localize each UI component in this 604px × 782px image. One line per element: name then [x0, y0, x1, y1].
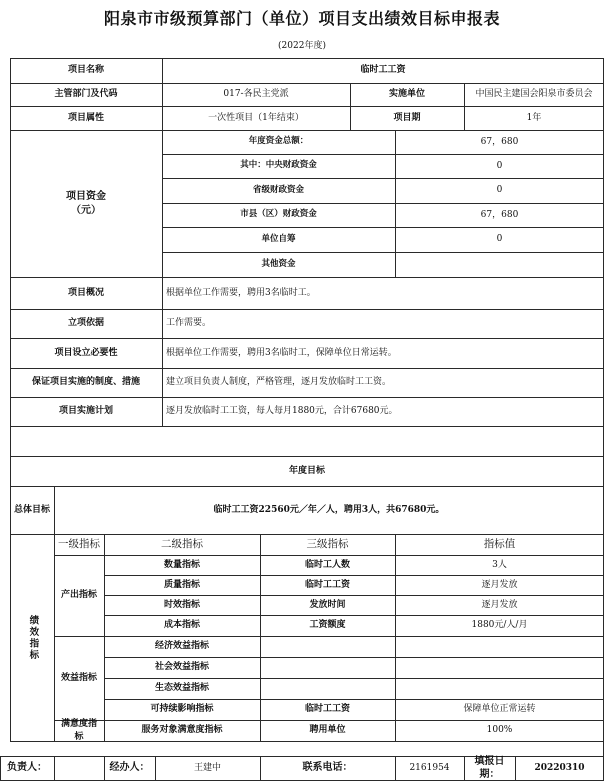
indicator-level2: 社会效益指标 — [154, 662, 209, 673]
funds-label-line2: （元） — [71, 204, 101, 216]
plan-value: 逐月发放临时工工资，每人每月1880元，合计67680元。 — [166, 406, 398, 417]
indicator-value: 1880元/人/月 — [471, 620, 528, 631]
indicator-value: 保障单位正常运转 — [463, 704, 536, 715]
satisfaction-indicators-label: 满意度指标 — [60, 719, 97, 742]
leader-label: 负责人： — [7, 762, 47, 774]
output-indicators-label: 产出指标 — [60, 590, 97, 601]
necessity-label: 项目设立必要性 — [54, 347, 118, 358]
indicator-level3 — [260, 678, 395, 699]
indicator-level2: 成本指标 — [163, 620, 200, 631]
date-label: 填报日期： — [474, 755, 505, 780]
col-level1-header: 一级指标 — [58, 538, 100, 551]
handler-label: 经办人： — [109, 762, 150, 774]
attr-label: 项目属性 — [67, 112, 104, 123]
perf-indicators-label: 绩效指标 — [27, 614, 39, 661]
page-title: 阳泉市市级预算部门（单位）项目支出绩效目标申报表 — [103, 9, 500, 28]
funds-label-line1: 项目资金 — [66, 191, 106, 202]
col-value-header: 指标值 — [483, 538, 516, 551]
fund-value — [395, 252, 604, 277]
attr-value: 一次性项目（1年结束） — [208, 112, 304, 123]
indicator-level3: 临时工人数 — [304, 559, 350, 570]
indicator-level2: 时效指标 — [163, 599, 200, 610]
impl-unit-label: 实施单位 — [388, 89, 425, 100]
col-level3-header: 三级指标 — [306, 538, 349, 551]
indicator-level3 — [260, 636, 395, 657]
leader-value — [54, 756, 104, 780]
plan-label: 项目实施计划 — [58, 406, 113, 417]
basis-value: 工作需要。 — [166, 318, 212, 329]
project-name-value: 临时工工资 — [360, 65, 406, 76]
project-name-label: 项目名称 — [67, 65, 104, 76]
fund-value: 0 — [496, 234, 503, 245]
fund-label: 年度资金总额： — [248, 136, 309, 147]
indicator-level2: 质量指标 — [163, 579, 200, 590]
fund-label: 单位自筹 — [261, 233, 296, 244]
fund-label: 省级财政资金 — [252, 184, 304, 195]
overview-label: 项目概况 — [67, 287, 104, 298]
indicator-value: 100% — [486, 725, 513, 736]
date-value: 20220310 — [534, 762, 585, 773]
measures-label: 保证项目实施的制度、措施 — [31, 377, 140, 388]
period-value: 1年 — [526, 112, 542, 123]
col-level2-header: 二级指标 — [161, 538, 203, 551]
fund-value: 67，680 — [480, 136, 519, 147]
indicator-value — [395, 636, 604, 657]
indicator-level3: 工资额度 — [309, 620, 346, 631]
indicator-level3: 聘用单位 — [309, 725, 346, 736]
necessity-value: 根据单位工作需要，聘用3名临时工，保障单位日常运转。 — [166, 347, 397, 358]
overall-goal-value: 临时工工资22560元／年／人，聘用3人，共67680元。 — [213, 504, 445, 515]
indicator-level3: 发放时间 — [309, 599, 346, 610]
overall-goal-label: 总体目标 — [13, 504, 50, 515]
fund-label: 市县（区）财政资金 — [240, 209, 317, 220]
indicator-value — [395, 657, 604, 678]
benefit-indicators-label: 效益指标 — [60, 672, 97, 683]
indicator-value — [395, 678, 604, 699]
phone-label: 联系电话： — [302, 762, 353, 774]
fund-label: 其他资金 — [261, 258, 296, 269]
indicator-level3: 临时工工资 — [304, 579, 350, 590]
indicator-level2: 服务对象满意度指标 — [141, 725, 223, 736]
indicator-level2: 数量指标 — [163, 559, 200, 570]
measures-value: 建立项目负责人制度，严格管理，逐月发放临时工工资。 — [166, 377, 392, 388]
fund-value: 0 — [496, 185, 503, 196]
indicator-value: 逐月发放 — [481, 579, 518, 590]
phone-value: 2161954 — [409, 762, 450, 773]
overview-value: 根据单位工作需要，聘用3名临时工。 — [166, 287, 316, 298]
impl-unit-value: 中国民主建国会阳泉市委员会 — [475, 89, 593, 100]
dept-value: 017-各民主党派 — [223, 89, 289, 100]
indicator-level2: 生态效益指标 — [154, 683, 209, 694]
basis-label: 立项依据 — [67, 318, 104, 329]
fund-label: 其中：中央财政资金 — [240, 160, 317, 171]
funds-label — [10, 130, 162, 277]
dept-label: 主管部门及代码 — [54, 89, 118, 100]
indicator-level2: 可持续影响指标 — [150, 704, 214, 715]
period-label: 项目期 — [393, 112, 421, 123]
indicator-value: 3人 — [492, 559, 507, 570]
indicator-level3 — [260, 657, 395, 678]
indicator-level2: 经济效益指标 — [154, 641, 209, 652]
indicator-value: 逐月发放 — [481, 599, 518, 610]
fund-value: 67，680 — [480, 209, 519, 220]
handler-value: 王建中 — [193, 762, 221, 773]
year-label: (2022年度) — [278, 41, 326, 51]
annual-goal-label: 年度目标 — [288, 465, 325, 476]
fund-value: 0 — [496, 160, 503, 171]
indicator-level3: 临时工工资 — [304, 704, 350, 715]
